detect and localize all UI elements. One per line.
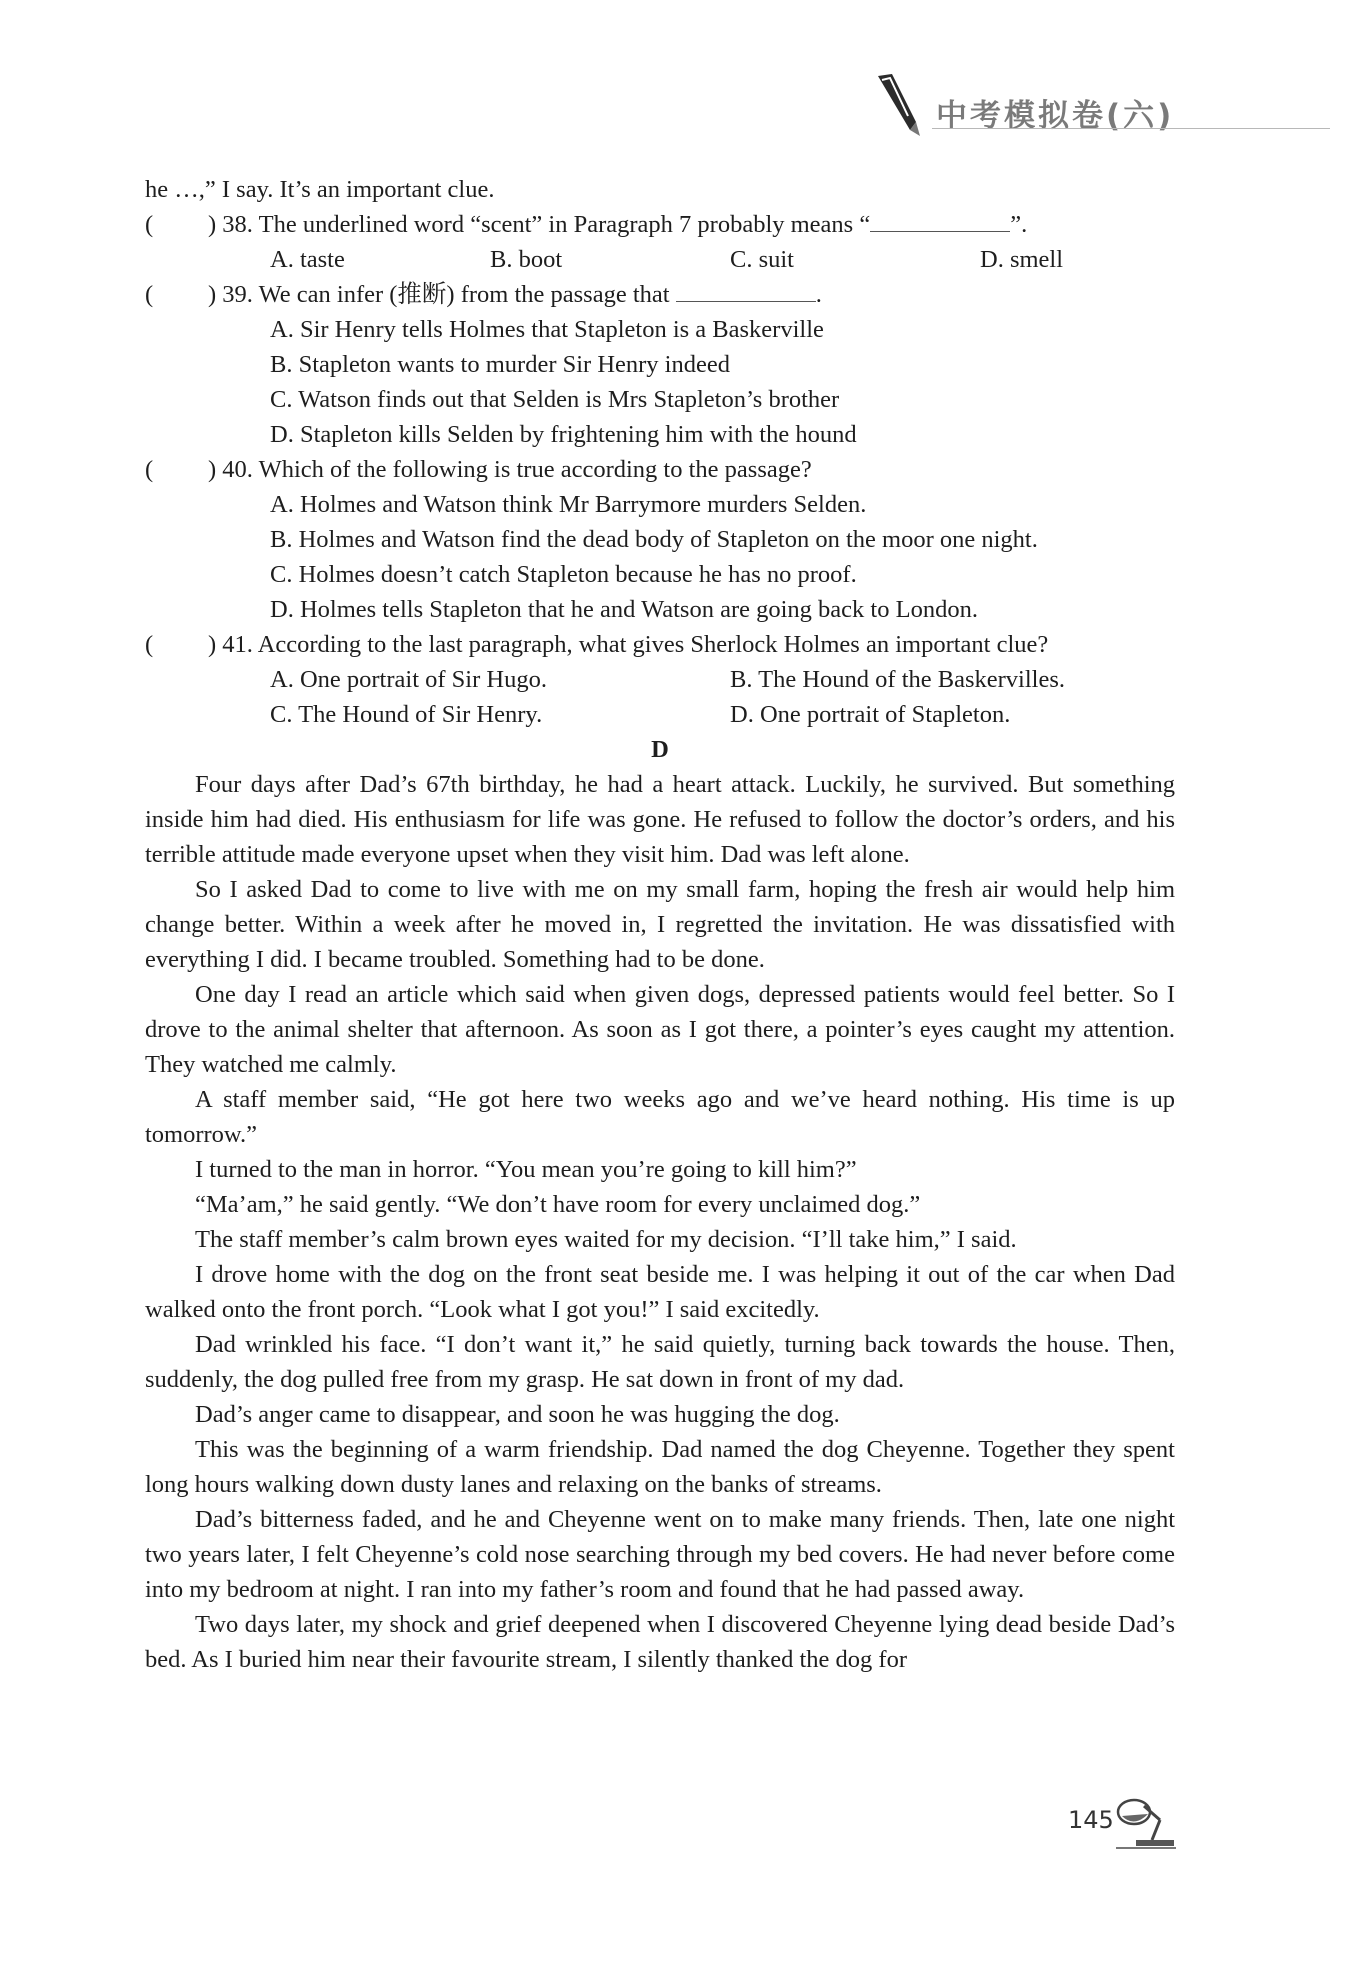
passage-paragraph: One day I read an article which said when given dogs, depressed patients would feel better. So I drove to the animal shelter that afternoon. As soon as I got there, a pointer’s eyes caught my attention. They watched me calmly.: [145, 981, 1175, 1078]
option-c: C. The Hound of Sir Henry.: [270, 701, 543, 728]
option-c: C. suit: [730, 246, 794, 273]
question-38-stem: [145, 207, 1175, 242]
question-stem: The underlined word “scent” in Paragraph 7 probably means “: [258, 211, 871, 238]
question-number: ) 40. Which of the following is true according to the passage?: [208, 456, 812, 483]
passage-paragraph: Two days later, my shock and grief deepened when I discovered Cheyenne lying dead beside Dad’s bed. As I buried him near their favourite stream, I silently thanked the dog for: [145, 1611, 1175, 1673]
option-a: A. One portrait of Sir Hugo.: [270, 666, 547, 693]
page-footer: [1060, 1792, 1180, 1852]
option-b: B. The Hound of the Baskervilles.: [730, 666, 1066, 693]
answer-bracket: (: [145, 456, 154, 483]
passage-paragraph: Four days after Dad’s 67th birthday, he had a heart attack. Luckily, he survived. But something inside him had died. His enthusiasm for life was gone. He refused to follow the doctor’s orders, and his terrible attitude made everyone upset when they visit him. Dad was left alone.: [145, 771, 1175, 868]
pen-icon: [870, 72, 930, 142]
passage-paragraph: The staff member’s calm brown eyes waited for my decision. “I’ll take him,” I said.: [195, 1226, 1017, 1253]
option-c: C. Holmes doesn’t catch Stapleton because he has no proof.: [270, 561, 857, 588]
option-a: A. Sir Henry tells Holmes that Stapleton is a Baskerville: [270, 316, 824, 343]
passage-paragraph: Dad’s anger came to disappear, and soon he was hugging the dog.: [195, 1401, 840, 1428]
passage-paragraph: This was the beginning of a warm friendship. Dad named the dog Cheyenne. Together they spent long hours walking down dusty lanes and relaxing on the banks of streams.: [145, 1436, 1175, 1498]
passage-paragraph: A staff member said, “He got here two weeks ago and we’ve heard nothing. His time is up tomorrow.”: [145, 1086, 1175, 1148]
question-stem: According to the last paragraph, what gives Sherlock Holmes an important clue?: [257, 631, 1049, 658]
section-title: D: [651, 736, 669, 763]
question-39-stem: [145, 277, 1175, 312]
desk-lamp-icon: [1114, 1792, 1178, 1850]
continuation-line: he …,” I say. It’s an important clue.: [145, 176, 495, 203]
answer-blank: [870, 209, 1010, 232]
header-rule: [932, 128, 1330, 129]
question-number: ) 39. We can infer (推断) from the passage that .: [208, 281, 822, 308]
answer-blank: [676, 279, 816, 302]
question-stem: Which of the following is true according to the passage?: [258, 456, 812, 483]
question-38-options: [145, 242, 1175, 277]
question-stem: We can infer (推断) from the passage that: [258, 281, 670, 308]
answer-bracket: (: [145, 211, 154, 238]
option-b: B. boot: [490, 246, 563, 273]
passage-paragraph: “Ma’am,” he said gently. “We don’t have room for every unclaimed dog.”: [195, 1191, 921, 1218]
header-title: 中考模拟卷(六): [936, 98, 1175, 134]
option-a: A. taste: [270, 246, 345, 273]
passage-paragraph: I turned to the man in horror. “You mean you’re going to kill him?”: [195, 1156, 857, 1183]
question-41-options-row1: [145, 662, 1175, 697]
option-d: D. Stapleton kills Selden by frightening him with the hound: [270, 421, 857, 448]
answer-bracket: (: [145, 631, 154, 658]
question-number: ) 38. The underlined word “scent” in Paragraph 7 probably means “ ”.: [208, 211, 1028, 238]
answer-bracket: (: [145, 281, 154, 308]
option-d: D. One portrait of Stapleton.: [730, 701, 1011, 728]
passage-paragraph: Dad wrinkled his face. “I don’t want it,” he said quietly, turning back towards the house. Then, suddenly, the dog pulled free from my grasp. He sat down in front of my dad.: [145, 1331, 1175, 1393]
passage-paragraph: So I asked Dad to come to live with me on my small farm, hoping the fresh air would help him change better. Within a week after he moved in, I regretted the invitation. He was dissatisfied with everything I did. I became troubled. Something had to be done.: [145, 876, 1175, 973]
page-content: [145, 172, 1175, 1677]
option-b: B. Holmes and Watson find the dead body of Stapleton on the moor one night.: [270, 526, 1038, 553]
passage-paragraph: I drove home with the dog on the front seat beside me. I was helping it out of the car when Dad walked onto the front porch. “Look what I got you!” I said excitedly.: [145, 1261, 1175, 1323]
option-c: C. Watson finds out that Selden is Mrs Stapleton’s brother: [270, 386, 840, 413]
question-number: ) 41. According to the last paragraph, what gives Sherlock Holmes an important clue?: [208, 631, 1049, 658]
page-number: 145: [1068, 1806, 1114, 1834]
option-b: B. Stapleton wants to murder Sir Henry indeed: [270, 351, 730, 378]
passage-d: [145, 767, 1175, 1677]
option-d: D. Holmes tells Stapleton that he and Watson are going back to London.: [270, 596, 978, 623]
option-d: D. smell: [980, 246, 1064, 273]
question-40-stem: [145, 452, 1175, 487]
question-41-stem: [145, 627, 1175, 662]
question-41-options-row2: [145, 697, 1175, 732]
page-header: [870, 72, 1330, 142]
option-a: A. Holmes and Watson think Mr Barrymore murders Selden.: [270, 491, 867, 518]
passage-paragraph: Dad’s bitterness faded, and he and Cheyenne went on to make many friends. Then, late one night two years later, I felt Cheyenne’s cold nose searching through my bed covers. He had never before come into my bedroom at night. I ran into my father’s room and found that he had passed away.: [145, 1506, 1175, 1603]
